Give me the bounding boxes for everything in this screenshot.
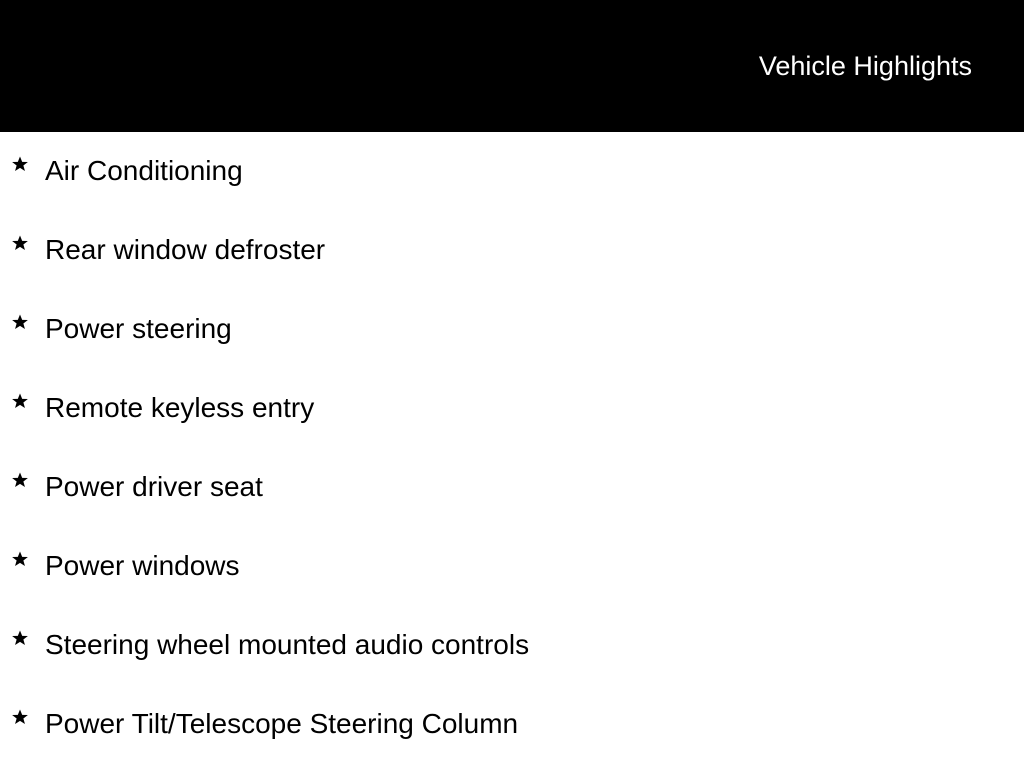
list-item-label: Air Conditioning xyxy=(45,155,243,186)
list-item-label: Power steering xyxy=(45,313,232,344)
star-icon xyxy=(11,313,29,331)
list-item-label: Power windows xyxy=(45,550,240,581)
star-icon xyxy=(11,629,29,647)
list-item-label: Remote keyless entry xyxy=(45,392,315,423)
star-icon xyxy=(11,155,29,173)
star-icon xyxy=(11,471,29,489)
star-icon xyxy=(11,708,29,726)
list-item-label: Rear window defroster xyxy=(45,234,326,265)
list-item xyxy=(0,693,1024,772)
list-item xyxy=(0,614,1024,693)
list-item xyxy=(0,535,1024,614)
list-item xyxy=(0,377,1024,456)
list-item xyxy=(0,140,1024,219)
list-item-label: Steering wheel mounted audio controls xyxy=(45,629,530,660)
list-item-label: Power driver seat xyxy=(45,471,263,502)
star-icon xyxy=(11,392,29,410)
list-item xyxy=(0,219,1024,298)
header-bar xyxy=(0,0,1024,132)
list-item xyxy=(0,298,1024,377)
highlights-list xyxy=(0,140,1024,772)
star-icon xyxy=(11,234,29,252)
list-item-label: Power Tilt/Telescope Steering Column xyxy=(45,708,519,739)
page-title: Vehicle Highlights xyxy=(758,51,972,81)
star-icon xyxy=(11,550,29,568)
list-item xyxy=(0,456,1024,535)
